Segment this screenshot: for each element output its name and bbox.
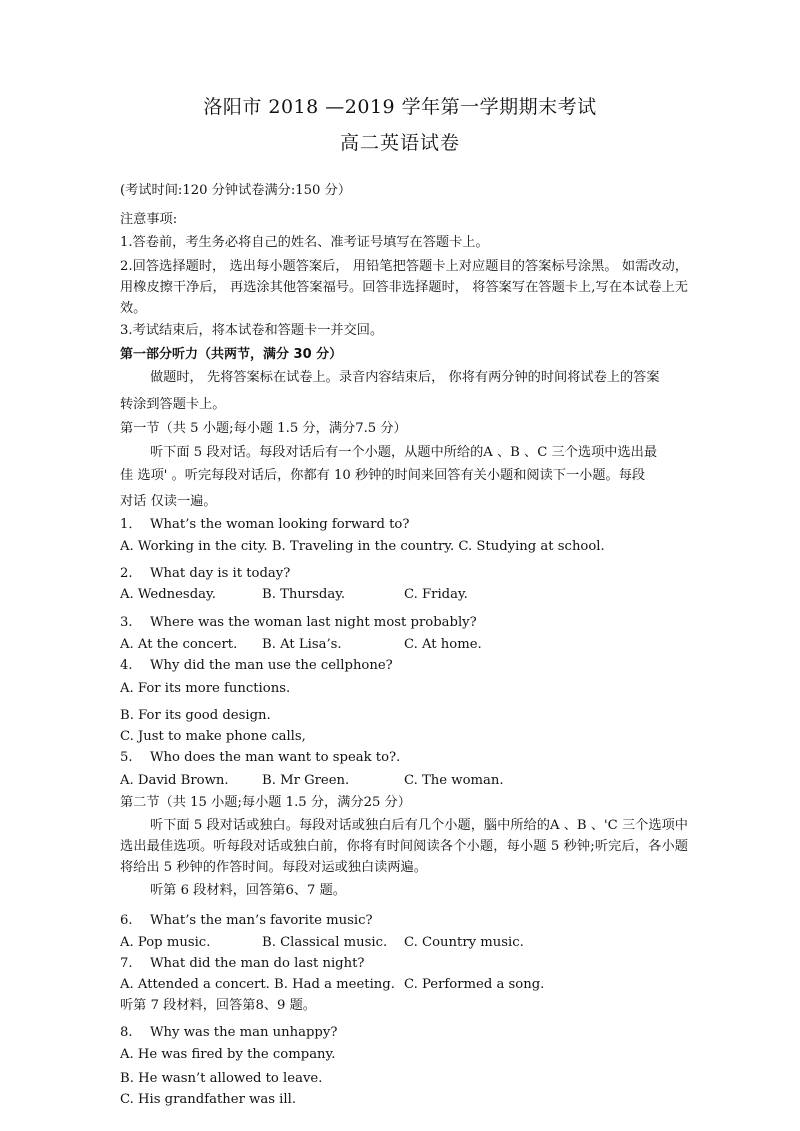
option-a: A. Pop music. [120, 935, 211, 950]
note-3: 3.考试结束后，将本试卷和答题卡一并交回。 [120, 323, 384, 338]
part1-intro: 做题时， 先将答案标在试卷上。录音内容结束后， 你将有两分钟的时间将试卷上的答案 [150, 370, 660, 385]
option-a: A. David Brown. [120, 773, 229, 788]
question-4 [120, 657, 393, 675]
option-a-b: A. Attended a concert. B. Had a meeting. [120, 977, 395, 992]
question-number: 4. [120, 658, 133, 673]
question-3 [120, 614, 477, 632]
question-text: What did the man do last night? [150, 956, 365, 971]
part1-heading: 第一部分听力（共两节，满分 30 分） [120, 347, 343, 362]
option-c: C. His grandfather was ill. [120, 1092, 297, 1107]
question-text: Why was the man unhappy? [150, 1025, 338, 1040]
option-b: B. He wasn’t allowed to leave. [120, 1071, 323, 1086]
exam-info: (考试时间:120 分钟试卷满分:150 分） [120, 183, 352, 198]
question-number: 5. [120, 750, 133, 765]
option-a: A. He was fired by the company. [120, 1047, 336, 1062]
question-8 [120, 1024, 337, 1042]
page-title: 洛阳市 2018 —2019 学年第一学期期末考试 [203, 96, 597, 118]
part1-intro-2: 转涂到答题卡上。 [120, 397, 226, 412]
section1-instr-3: 对话 仅读一遍。 [120, 494, 217, 509]
question-text: Why did the man use the cellphone? [150, 658, 393, 673]
section2-heading: 第二节（共 15 小题;每小题 1.5 分，满分25 分） [120, 795, 411, 810]
question-7 [120, 955, 364, 973]
option-c: C. The woman. [404, 773, 504, 788]
question-text: Where was the woman last night most probably? [150, 615, 477, 630]
option-a: A. For its more functions. [120, 681, 291, 696]
option-c: C. Country music. [404, 935, 524, 950]
question-6 [120, 912, 373, 930]
section1-instr-1: 听下面 5 段对话。每段对话后有一个小题，从题中所给的A 、B 、C 三个选项中选出最 [150, 445, 658, 460]
material-6-note: 听第 6 段材料，回答第6、7 题。 [150, 883, 346, 898]
note-1: 1.答卷前，考生务必将自己的姓名、准考证号填写在答题卡上。 [120, 235, 489, 250]
option-b: B. Classical music. [262, 935, 388, 950]
material-7-note: 听第 7 段材料，回答第8、9 题。 [120, 998, 316, 1013]
option-b: B. Thursday. [262, 587, 346, 602]
option-b: B. At Lisa’s. [262, 637, 342, 652]
question-text: What’s the man’s favorite music? [150, 913, 373, 928]
section1-instr-2: 佳 选项' 。听完每段对话后，你都有 10 秒钟的时间来回答有关小题和阅读下一小题。每段 [120, 468, 646, 483]
question-number: 7. [120, 956, 133, 971]
option-c: C. Friday. [404, 587, 468, 602]
question-text: What day is it today? [150, 566, 291, 581]
section2-instructions: 听下面 5 段对话或独白。每段对话或独白后有几个小题，腦中所给的A 、B 、'C 三个选项中选出最佳选项。听每段对话或独白前，你将有时间阅读各个小题，每小题 5 秒钟;听完后，各小题将给出 5 秒钟的作答时间。每段对运或独白读两遍。 [120, 818, 688, 875]
option-a: A. At the concert. [120, 637, 238, 652]
question-2 [120, 565, 290, 583]
page-subtitle: 高二英语试卷 [339, 132, 460, 154]
question-number: 1． [120, 517, 142, 532]
question-5 [120, 749, 400, 767]
option-c: C. At home. [404, 637, 482, 652]
option-b: B. For its good design. [120, 708, 271, 723]
question-number: 2. [120, 566, 133, 581]
question-text: Who does the man want to speak to?. [150, 750, 401, 765]
note-2: 2.回答选择题时， 选出每小题答案后， 用铅笔把答题卡上对应题目的答案标号涂黑。 如需改动， 用橡皮擦干净后， 再选涂其他答案福号。回答非选择题时， 将答案写在答题卡上,写在本试卷上无效。 [120, 259, 688, 316]
option-b: B. Mr Green. [262, 773, 350, 788]
question-number: 8. [120, 1025, 133, 1040]
option-c: C. Just to make phone calls, [120, 729, 306, 744]
question-number: 6. [120, 913, 133, 928]
question-text: What’s the woman looking forward to? [150, 517, 410, 532]
section1-heading: 第一节（共 5 小题;每小题 1.5 分，满分7.5 分） [120, 421, 407, 436]
option-c: C. Performed a song. [404, 977, 545, 992]
question-number: 3. [120, 615, 133, 630]
question-1-options: A. Working in the city. B. Traveling in the country. C. Studying at school. [120, 539, 605, 554]
option-a: A. Wednesday. [120, 587, 216, 602]
question-1 [120, 516, 409, 534]
notes-heading: 注意事项: [120, 212, 178, 227]
